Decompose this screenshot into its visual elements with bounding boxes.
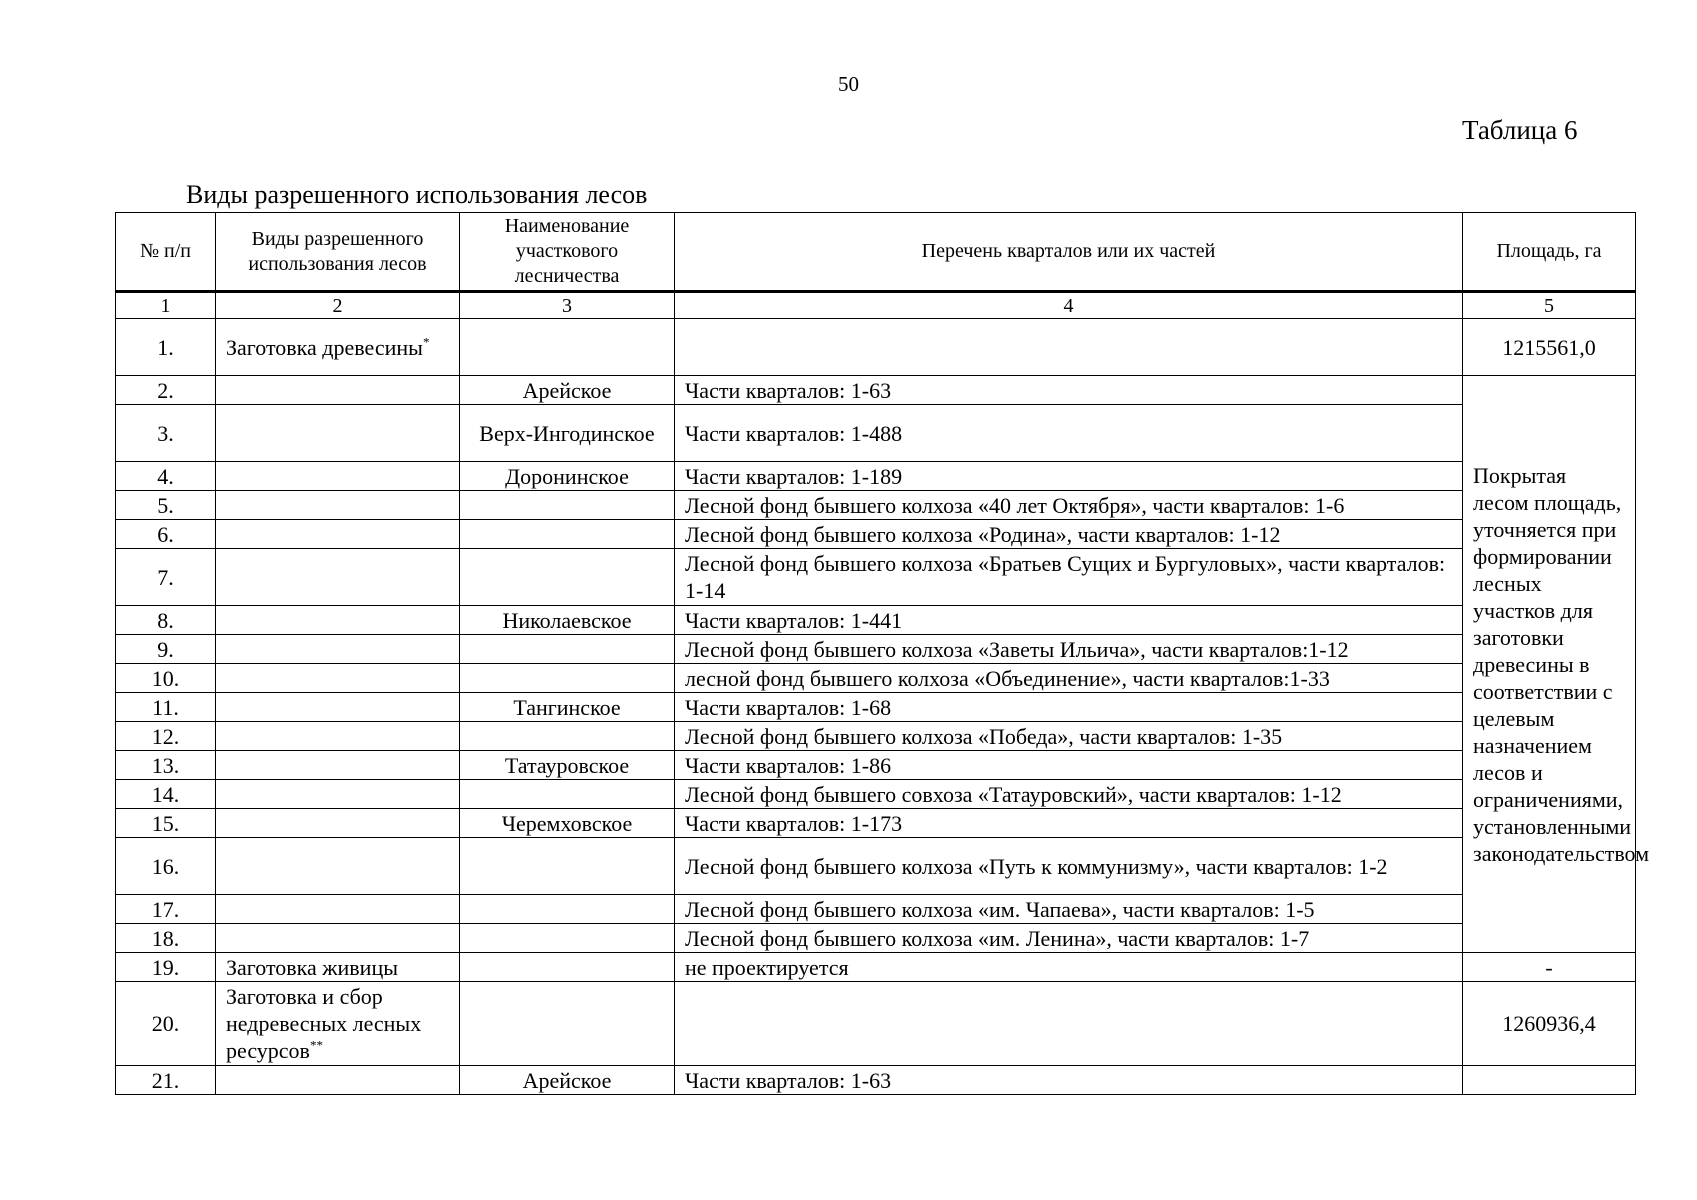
row-number: 17.	[116, 895, 216, 924]
use-type-cell	[216, 751, 460, 780]
table-row	[116, 491, 1636, 520]
quarters-cell: Лесной фонд бывшего колхоза «Путь к коммунизму», части кварталов: 1-2	[675, 838, 1463, 895]
area-cell: 1260936,4	[1463, 982, 1636, 1066]
table-row	[116, 982, 1636, 1066]
footnote-mark: **	[309, 1037, 323, 1053]
quarters-cell: Части кварталов: 1-488	[675, 405, 1463, 462]
row-number: 10.	[116, 664, 216, 693]
use-type-cell	[216, 606, 460, 635]
row-number: 16.	[116, 838, 216, 895]
row-number: 9.	[116, 635, 216, 664]
header-forestry: Наименование участкового лесничества	[460, 213, 675, 292]
quarters-cell: Части кварталов: 1-86	[675, 751, 1463, 780]
header-use-type: Виды разрешенного использования лесов	[216, 213, 460, 292]
table-row	[116, 606, 1636, 635]
use-type-cell	[216, 319, 460, 376]
forestry-cell	[460, 319, 675, 376]
page-number: 50	[838, 72, 859, 96]
forest-use-table	[115, 212, 1650, 1095]
quarters-cell	[675, 982, 1463, 1066]
quarters-cell: Лесной фонд бывшего колхоза «Заветы Ильича», части кварталов:1-12	[675, 635, 1463, 664]
use-type-cell	[216, 520, 460, 549]
table-row	[116, 809, 1636, 838]
forestry-cell: Верх-Ингодинское	[460, 405, 675, 462]
use-type-cell	[216, 924, 460, 953]
use-type-cell	[216, 982, 460, 1066]
forestry-cell	[460, 549, 675, 606]
row-number: 15.	[116, 809, 216, 838]
table-row	[116, 693, 1636, 722]
row-number: 19.	[116, 953, 216, 982]
quarters-cell: Части кварталов: 1-189	[675, 462, 1463, 491]
row-number: 1.	[116, 319, 216, 376]
table-row	[116, 838, 1636, 895]
use-type-cell: Заготовка живицы	[216, 953, 460, 982]
column-number: 1	[116, 292, 216, 319]
quarters-cell: Части кварталов: 1-441	[675, 606, 1463, 635]
row-number: 13.	[116, 751, 216, 780]
use-type-cell	[216, 722, 460, 751]
table-row	[116, 953, 1636, 982]
use-type-cell	[216, 635, 460, 664]
row-number: 6.	[116, 520, 216, 549]
quarters-cell: Лесной фонд бывшего колхоза «им. Чапаева», части кварталов: 1-5	[675, 895, 1463, 924]
table-row	[116, 780, 1636, 809]
row-number: 12.	[116, 722, 216, 751]
forestry-cell	[460, 520, 675, 549]
row-number: 5.	[116, 491, 216, 520]
header-number: № п/п	[116, 213, 216, 292]
table-row	[116, 376, 1636, 405]
use-type-cell	[216, 462, 460, 491]
header-row	[116, 213, 1636, 292]
row-number: 2.	[116, 376, 216, 405]
use-type-text: Заготовка и сбор недревесных лесных ресурсов	[226, 984, 422, 1063]
forestry-cell	[460, 635, 675, 664]
column-number: 2	[216, 292, 460, 319]
column-number: 5	[1463, 292, 1636, 319]
row-number: 3.	[116, 405, 216, 462]
column-number: 3	[460, 292, 675, 319]
use-type-cell	[216, 491, 460, 520]
forestry-cell	[460, 924, 675, 953]
table-row	[116, 635, 1636, 664]
forestry-cell	[460, 491, 675, 520]
row-number: 20.	[116, 982, 216, 1066]
use-type-cell	[216, 809, 460, 838]
quarters-cell: Части кварталов: 1-68	[675, 693, 1463, 722]
use-type-text: Заготовка древесины	[226, 334, 423, 360]
table-row	[116, 1066, 1636, 1095]
forestry-cell: Черемховское	[460, 809, 675, 838]
quarters-cell: лесной фонд бывшего колхоза «Объединение», части кварталов:1-33	[675, 664, 1463, 693]
table-row	[116, 895, 1636, 924]
header-area: Площадь, га	[1463, 213, 1636, 292]
table-title: Виды разрешенного использования лесов	[186, 180, 648, 209]
quarters-cell: Лесной фонд бывшего колхоза «Победа», части кварталов: 1-35	[675, 722, 1463, 751]
quarters-cell: Лесной фонд бывшего колхоза «им. Ленина», части кварталов: 1-7	[675, 924, 1463, 953]
forestry-cell: Арейское	[460, 376, 675, 405]
use-type-cell	[216, 549, 460, 606]
forestry-cell	[460, 838, 675, 895]
use-type-cell	[216, 693, 460, 722]
quarters-cell: Части кварталов: 1-63	[675, 376, 1463, 405]
table-label: Таблица 6	[1462, 115, 1578, 145]
use-type-cell	[216, 895, 460, 924]
row-number: 11.	[116, 693, 216, 722]
footnote-mark: *	[422, 334, 430, 350]
table-row	[116, 751, 1636, 780]
forestry-cell	[460, 780, 675, 809]
column-number-row	[116, 292, 1636, 319]
merged-area-note: Покрытая лесом площадь, уточняется при формировании лесных участков для заготовки древесины в соответствии с целевым назначением лесов и ограничениями, установленными законодательством	[1463, 376, 1636, 953]
use-type-cell	[216, 405, 460, 462]
table-row	[116, 722, 1636, 751]
row-number: 21.	[116, 1066, 216, 1095]
use-type-cell	[216, 376, 460, 405]
quarters-cell: Лесной фонд бывшего колхоза «40 лет Октября», части кварталов: 1-6	[675, 491, 1463, 520]
quarters-cell	[675, 319, 1463, 376]
quarters-cell: не проектируется	[675, 953, 1463, 982]
table-row	[116, 319, 1636, 376]
quarters-cell: Лесной фонд бывшего колхоза «Родина», части кварталов: 1-12	[675, 520, 1463, 549]
row-number: 18.	[116, 924, 216, 953]
forestry-cell: Доронинское	[460, 462, 675, 491]
forestry-cell: Арейское	[460, 1066, 675, 1095]
row-number: 8.	[116, 606, 216, 635]
forestry-cell	[460, 982, 675, 1066]
use-type-cell	[216, 780, 460, 809]
forestry-cell: Тангинское	[460, 693, 675, 722]
use-type-cell	[216, 664, 460, 693]
forestry-cell	[460, 722, 675, 751]
quarters-cell: Части кварталов: 1-173	[675, 809, 1463, 838]
area-cell	[1463, 1066, 1636, 1095]
quarters-cell: Части кварталов: 1-63	[675, 1066, 1463, 1095]
forestry-cell	[460, 664, 675, 693]
area-cell: 1215561,0	[1463, 319, 1636, 376]
table-row	[116, 520, 1636, 549]
column-number: 4	[675, 292, 1463, 319]
area-cell: -	[1463, 953, 1636, 982]
row-number: 14.	[116, 780, 216, 809]
table-row	[116, 549, 1636, 606]
forestry-cell: Николаевское	[460, 606, 675, 635]
use-type-cell	[216, 838, 460, 895]
table-row	[116, 664, 1636, 693]
use-type-cell	[216, 1066, 460, 1095]
row-number: 4.	[116, 462, 216, 491]
forestry-cell: Татауровское	[460, 751, 675, 780]
quarters-cell: Лесной фонд бывшего колхоза «Братьев Сущих и Бургуловых», части кварталов: 1-14	[675, 549, 1463, 606]
forestry-cell	[460, 895, 675, 924]
table-row	[116, 405, 1636, 462]
row-number: 7.	[116, 549, 216, 606]
header-quarters: Перечень кварталов или их частей	[675, 213, 1463, 292]
table-row	[116, 462, 1636, 491]
forestry-cell	[460, 953, 675, 982]
table-row	[116, 924, 1636, 953]
quarters-cell: Лесной фонд бывшего совхоза «Татауровский», части кварталов: 1-12	[675, 780, 1463, 809]
